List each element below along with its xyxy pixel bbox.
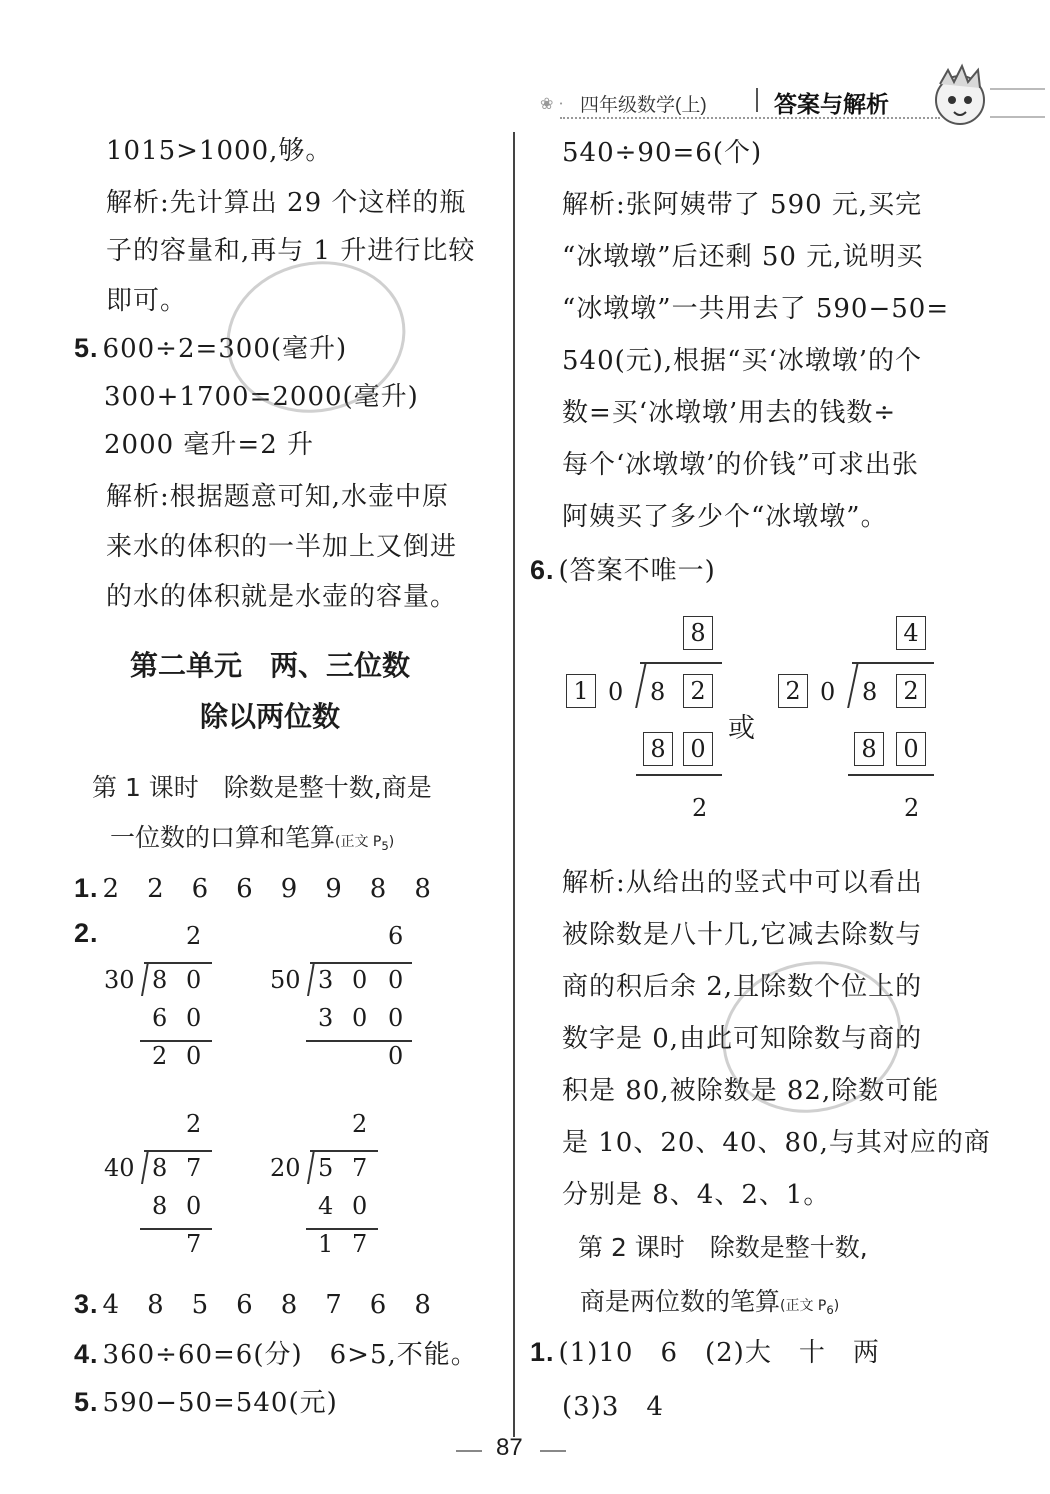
subtraction-line <box>848 774 934 776</box>
text-line: (3)3 4 <box>562 1392 664 1422</box>
text-line: 540(元),根据“买‘冰墩墩’的个 <box>562 346 922 376</box>
header-title: 答案与解析 <box>774 92 889 118</box>
question-number: 6. <box>530 555 555 585</box>
dividend-digit: 3 <box>318 966 334 994</box>
product-box: 8 <box>854 732 884 766</box>
product-digit: 8 <box>152 1192 168 1220</box>
or-label: 或 <box>728 713 755 744</box>
text-line: 即可。 <box>106 286 188 316</box>
text-line: 解析:张阿姨带了 590 元,买完 <box>562 190 923 220</box>
text-line: 每个‘冰墩墩’的价钱”可求出张 <box>562 450 919 480</box>
footer-line-right <box>540 1450 566 1452</box>
text-line: 1015>1000,够。 <box>106 136 333 166</box>
dividend-digit: 0 <box>388 966 404 994</box>
quotient: 6 <box>388 922 404 950</box>
quotient-box: 4 <box>896 616 926 650</box>
lesson-title: 一位数的口算和笔算(正文 $P_5$) <box>110 823 395 853</box>
header-underline <box>560 117 940 119</box>
question-number: 5. <box>74 333 99 363</box>
header-deco-left: ❀ · <box>540 94 564 113</box>
remainder-digit: 7 <box>186 1230 202 1258</box>
dividend-digit: 5 <box>318 1154 334 1182</box>
division-bracket <box>141 1150 148 1184</box>
question-number: 1. <box>530 1337 555 1367</box>
division-bracket <box>307 962 314 996</box>
division-bar <box>144 1150 212 1152</box>
text-line: 解析:根据题意可知,水壶中原 <box>106 482 450 512</box>
dividend-digit: 7 <box>186 1154 202 1182</box>
header-lines-deco <box>990 88 1045 118</box>
product-digit: 0 <box>352 1192 368 1220</box>
division-bracket <box>141 962 148 996</box>
product-box: 8 <box>643 732 673 766</box>
answer-4: 4. 360÷60=6(分) 6>5,不能。 <box>74 1339 478 1370</box>
mascot-icon <box>920 62 1000 132</box>
footer-line-left <box>456 1450 482 1452</box>
text-line: “冰墩墩”后还剩 50 元,说明买 <box>562 242 924 272</box>
divisor-box: 1 <box>566 674 596 708</box>
remainder-digit: 0 <box>388 1042 404 1070</box>
remainder-digit: 2 <box>692 794 708 822</box>
product-digit: 0 <box>388 1004 404 1032</box>
lesson-title: 第 2 课时 除数是整十数, <box>578 1233 868 1262</box>
division-bracket <box>307 1150 314 1184</box>
divisor: 50 <box>270 966 301 994</box>
lesson-title: 商是两位数的笔算(正文 $P_6$) <box>580 1287 840 1317</box>
answer-2 <box>74 918 103 949</box>
dividend-box: 2 <box>683 674 713 708</box>
remainder-digit: 1 <box>318 1230 334 1258</box>
dividend-digit: 8 <box>650 678 666 706</box>
answer-5: 5. 590−50=540(元) <box>74 1387 338 1418</box>
division-bracket <box>847 662 858 708</box>
answer-text: 600÷2=300(毫升) <box>102 334 348 364</box>
product-digit: 0 <box>186 1192 202 1220</box>
product-digit: 0 <box>352 1004 368 1032</box>
column-divider <box>513 132 515 1437</box>
product-digit: 0 <box>186 1004 202 1032</box>
text-line: 被除数是八十几,它减去除数与 <box>562 920 923 950</box>
lesson-title: 第 1 课时 除数是整十数,商是 <box>92 773 432 802</box>
question-number: 4. <box>74 1339 99 1369</box>
remainder-digit: 0 <box>186 1042 202 1070</box>
dividend-digit: 7 <box>352 1154 368 1182</box>
remainder-digit: 7 <box>352 1230 368 1258</box>
divisor: 20 <box>270 1154 301 1182</box>
text-line: 300+1700=2000(毫升) <box>104 382 419 412</box>
text-line: 子的容量和,再与 1 升进行比较 <box>106 236 476 266</box>
text-line: 来水的体积的一半加上又倒进 <box>106 532 458 562</box>
unit-title: 除以两位数 <box>200 700 341 733</box>
text-line: 解析:从给出的竖式中可以看出 <box>562 868 923 898</box>
text-line: 解析:先计算出 29 个这样的瓶 <box>106 188 467 218</box>
product-box: 0 <box>683 732 713 766</box>
text-line: 阿姨买了多少个“冰墩墩”。 <box>562 502 888 532</box>
divisor-digit: 0 <box>608 678 624 706</box>
answer-1: 1. (1)10 6 (2)大 十 两 <box>530 1337 880 1368</box>
divisor-digit: 0 <box>820 678 836 706</box>
remainder-digit: 2 <box>152 1042 168 1070</box>
text-line: 是 10、20、40、80,与其对应的商 <box>562 1128 991 1158</box>
text-line: 分别是 8、4、2、1。 <box>562 1180 831 1210</box>
divisor-box: 2 <box>778 674 808 708</box>
question-number: 2. <box>74 918 99 948</box>
divisor: 30 <box>104 966 135 994</box>
question-number: 5. <box>74 1387 99 1417</box>
page-ref: (正文 $P_6$) <box>780 1298 840 1317</box>
header-subtitle: 四年级数学(上) <box>580 95 707 116</box>
divisor: 40 <box>104 1154 135 1182</box>
product-digit: 3 <box>318 1004 334 1032</box>
division-bracket <box>635 662 646 708</box>
quotient-box: 8 <box>683 616 713 650</box>
text-line: “冰墩墩”一共用去了 590−50= <box>562 294 950 324</box>
text-line: 数字是 0,由此可知除数与商的 <box>562 1024 923 1054</box>
text-line: 数=买‘冰墩墩’用去的钱数÷ <box>562 398 897 428</box>
answer-1: 1. 2 2 6 6 9 9 8 8 <box>74 873 432 904</box>
division-bar <box>310 962 412 964</box>
dividend-digit: 0 <box>352 966 368 994</box>
page-number: 87 <box>496 1434 523 1461</box>
product-digit: 6 <box>152 1004 168 1032</box>
question-number: 3. <box>74 1289 99 1319</box>
text-line: 商的积后余 2,且除数个位上的 <box>562 972 923 1002</box>
division-bar <box>144 962 212 964</box>
remainder-digit: 2 <box>904 794 920 822</box>
division-bar <box>852 662 934 664</box>
dividend-digit: 8 <box>152 966 168 994</box>
unit-title: 第二单元 两、三位数 <box>130 649 411 682</box>
dividend-digit: 0 <box>186 966 202 994</box>
question-6: 6. (答案不唯一) <box>530 555 716 586</box>
division-bar <box>310 1150 378 1152</box>
text-line: 积是 80,被除数是 82,除数可能 <box>562 1076 940 1106</box>
answer-3: 3. 4 8 5 6 8 7 6 8 <box>74 1289 432 1320</box>
question-number: 1. <box>74 873 99 903</box>
text-line: 540÷90=6(个) <box>562 138 763 168</box>
quotient: 2 <box>352 1110 368 1138</box>
product-digit: 4 <box>318 1192 334 1220</box>
quotient: 2 <box>186 922 202 950</box>
product-box: 0 <box>896 732 926 766</box>
subtraction-line <box>636 774 722 776</box>
text-line: 2000 毫升=2 升 <box>104 430 315 460</box>
dividend-digit: 8 <box>862 678 878 706</box>
quotient: 2 <box>186 1110 202 1138</box>
text-line: 的水的体积就是水壶的容量。 <box>106 582 458 612</box>
division-bar <box>640 662 722 664</box>
dividend-box: 2 <box>896 674 926 708</box>
dividend-digit: 8 <box>152 1154 168 1182</box>
header-separator <box>756 88 758 112</box>
page-ref: (正文 $P_5$) <box>335 834 395 853</box>
